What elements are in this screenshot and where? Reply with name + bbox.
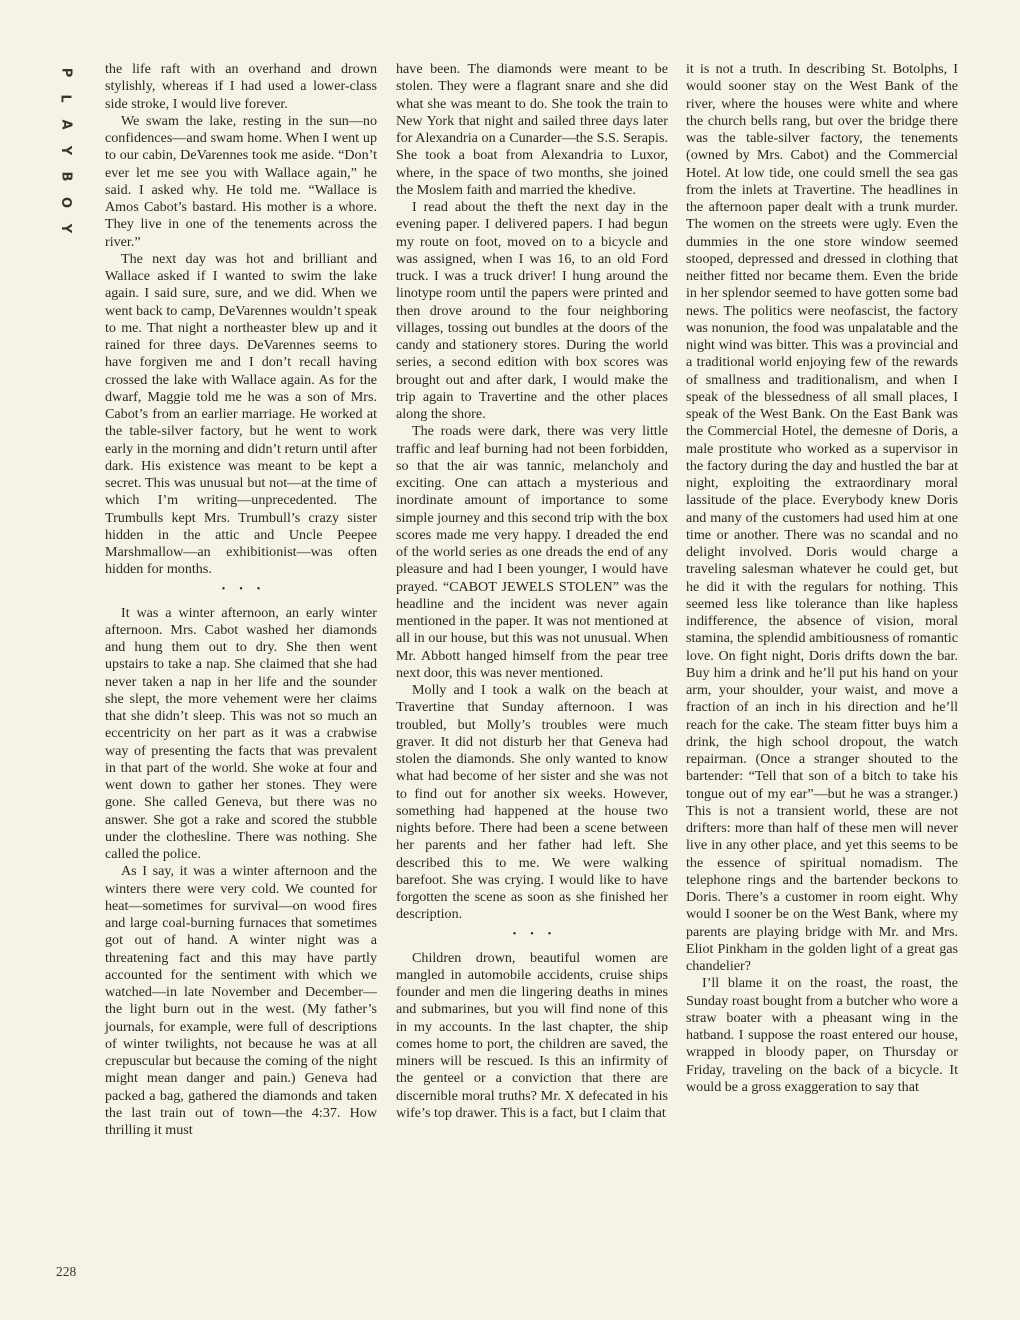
section-break: •••	[512, 928, 566, 940]
paragraph: As I say, it was a winter afternoon and the winters there were very cold. We counted for heat—sometimes for survival—on wood fires and large coal-burning furnaces that sometimes got out of hand. A winter night was a threatening fact and this may have partly accounted for the sentiment with which we watched—in late November and December—the light burn out in the west. (My father’s journals, for example, were full of descriptions of winter twilights, not because he was at all crepuscular but because the coming of the night might mean danger and pain.) Geneva had packed a bag, gathered the diamonds and taken the last train out of town—the 4:37. How thrilling it must	[105, 863, 377, 1138]
spine-letter: Y	[58, 145, 74, 156]
spine-letter: L	[58, 94, 74, 103]
paragraph: the life raft with an overhand and drown stylishly, whereas if I had used a lower-class side stroke, I would live forever.	[105, 61, 377, 112]
paragraph: Molly and I took a walk on the beach at Travertine that Sunday afternoon. I was troubled, but Molly’s troubles were much graver. It did not disturb her that Geneva had stolen the diamonds. She only wanted to know what had become of her sister and she was not to find out for another six weeks. However, something had happened at the house two nights before. There had been a scene between her parents and her father had left. She described this to me. We were walking barefoot. She was crying. I would like to have forgotten the scene as soon as she finished her description.	[396, 682, 668, 923]
paragraph: it is not a truth. In describing St. Botolphs, I would sooner stay on the West Bank of the river, where the houses were white and where the church bells rang, but over the bridge there was the table-silver factory, the tenements (owned by Mrs. Cabot) and the Commercial Hotel. At low tide, one could smell the sea gas from the inlets at Travertine. The headlines in the afternoon paper dealt with a trunk murder. The women on the streets were ugly. Even the dummies in the one store window seemed stooped, depressed and dressed in clothing that neither fitted nor became them. Even the bride in her splendor seemed to have gotten some bad news. The politics were neofascist, the factory was nonunion, the food was unpalatable and the night wind was bitter. This was a provincial and a traditional world enjoying few of the rewards of smallness and traditionalism, and when I speak of the blessedness of all small places, I speak of the West Bank. On the East Bank was the Commercial Hotel, the demesne of Doris, a male prostitute who worked as a supervisor in the factory during the day and hustled the bar at night, exploiting the extraordinary moral lassitude of the place. Everybody knew Doris and many of the customers had used him at one time or another. There was no scandal and no delight involved. Doris would charge a traveling salesman whatever he could get, but he did it with the regulars for nothing. This seemed less like tolerance than like hapless indifference, the absence of vision, moral stamina, the splendid ambitiousness of romantic love. On fight night, Doris drifts down the bar. Buy him a drink and he’ll put his hand on your arm, your shoulder, your waist, and move a fraction of an inch in his direction and he’ll reach for the cake. The steam fitter buys him a drink, the high school dropout, the watch repairman. (Once a stranger shouted to the bartender: “Tell that son of a bitch to take his tongue out of my ear”—but he was a stranger.) This is not a transient world, these are not drifters: more than half of these men will never live in any other place, and yet this seems to be the essence of spiritual nomadism. The telephone rings and the bartender beckons to Doris. There’s a customer in room eight. Why would I sooner be on the West Bank, where my parents are playing bridge with Mr. and Mrs. Eliot Pinkham in the golden light of a great gas chandelier?	[686, 61, 958, 974]
spine-letter: P	[58, 67, 74, 78]
section-break: •••	[221, 583, 275, 595]
paragraph: We swam the lake, resting in the sun—no confidences—and swam home. When I went up to our cabin, DeVarennes took me aside. “Don’t ever let me see you with Wallace again,” he said. I asked why. He told me. “Wallace is Amos Cabot’s bastard. His mother is a whore. They live in one of the tenements across the river.”	[105, 112, 377, 250]
text-column-2	[396, 61, 668, 1122]
paragraph: Children drown, beautiful women are mangled in automobile accidents, cruise ships founder and men die lingering deaths in mines and submarines, but you will find none of this in my accounts. In the last chapter, the ship comes home to port, the children are saved, the miners will be rescued. Is this an infirmity of the genteel or a conviction that there are discernible moral truths? Mr. X defecated in his wife’s top drawer. This is a fact, but I claim that	[396, 949, 668, 1121]
paragraph: The next day was hot and brilliant and Wallace asked if I wanted to swim the lake again. I said sure, sure, and we did. When we went back to camp, DeVarennes wouldn’t speak to me. That night a northeaster blew up and it rained for three days. DeVarennes seems to have forgiven me and I don’t recall having crossed the lake with Wallace again. As for the dwarf, Maggie told me he was a son of Mrs. Cabot’s from an earlier marriage. He worked at the table-silver factory, but he went to work early in the morning and didn’t return until after dark. His existence was meant to be kept a secret. This was unusual but not—at the time of which I’m writing—unprecedented. The Trumbulls kept Mrs. Trumbull’s crazy sister hidden in the attic and Uncle Peepee Marshmallow—an exhibitionist—was often hidden for months.	[105, 250, 377, 578]
paragraph: I read about the theft the next day in the evening paper. I delivered papers. I had begun my route on foot, moved on to a bicycle and was assigned, when I was 16, to an old Ford truck. I was a truck driver! I hung around the linotype room until the papers were printed and then drove around to the four neighboring villages, tossing out bundles at the doors of the candy and stationery stores. During the world series, a second edition with box scores was brought out and after dark, I would make the trip again to Travertine and the other places along the shore.	[396, 199, 668, 422]
magazine-spine-title	[58, 66, 74, 235]
spine-letter: Y	[58, 223, 74, 234]
page-number: 228	[56, 1264, 77, 1279]
paragraph: have been. The diamonds were meant to be stolen. They were a flagrant snare and she did what she was meant to do. She took the train to New York that night and sailed three days later for Alexandria on a Cunarder—the S.S. Serapis. She took a boat from Alexandria to Luxor, where, in the space of two months, she joined the Moslem faith and married the khedive.	[396, 61, 668, 198]
spine-letter: B	[58, 171, 74, 182]
text-column-1	[105, 61, 377, 1139]
spine-letter: O	[58, 196, 74, 209]
paragraph: I’ll blame it on the roast, the roast, the Sunday roast bought from a butcher who wore a straw boater with a pheasant wing in the hatband. I suppose the roast entered our house, wrapped in bloody paper, on Thursday or Friday, traveling on the back of a bicycle. It would be a gross exaggeration to say that	[686, 975, 958, 1095]
paragraph: It was a winter afternoon, an early winter afternoon. Mrs. Cabot washed her diamonds and hung them out to dry. She then went upstairs to take a nap. She claimed that she had never taken a nap in her life and the sounder she slept, the more vehement were her claims that she didn’t sleep. This was not so much an eccentricity on her part as it was a crabwise way of presenting the facts that was prevalent in that part of the world. She woke at four and went down to gather her stones. They were gone. She called Geneva, but there was no answer. She got a rake and scored the stubble under the clothesline. There was nothing. She called the police.	[105, 604, 377, 862]
text-column-3	[686, 61, 958, 1096]
paragraph: The roads were dark, there was very little traffic and leaf burning had not been forbidden, so that the air was tannic, melancholy and exciting. One can attach a mysterious and inordinate amount of importance to some simple journey and this second trip with the box scores made me very happy. I dreaded the end of the world series as one dreads the end of any pleasure and had I been younger, I would have prayed. “CABOT JEWELS STOLEN” was the headline and the incident was never again mentioned in the paper. It was not mentioned at all in our house, but this was not unusual. When Mr. Abbott hanged himself from the pear tree next door, this was never mentioned.	[396, 423, 668, 681]
spine-letter: A	[58, 119, 74, 130]
